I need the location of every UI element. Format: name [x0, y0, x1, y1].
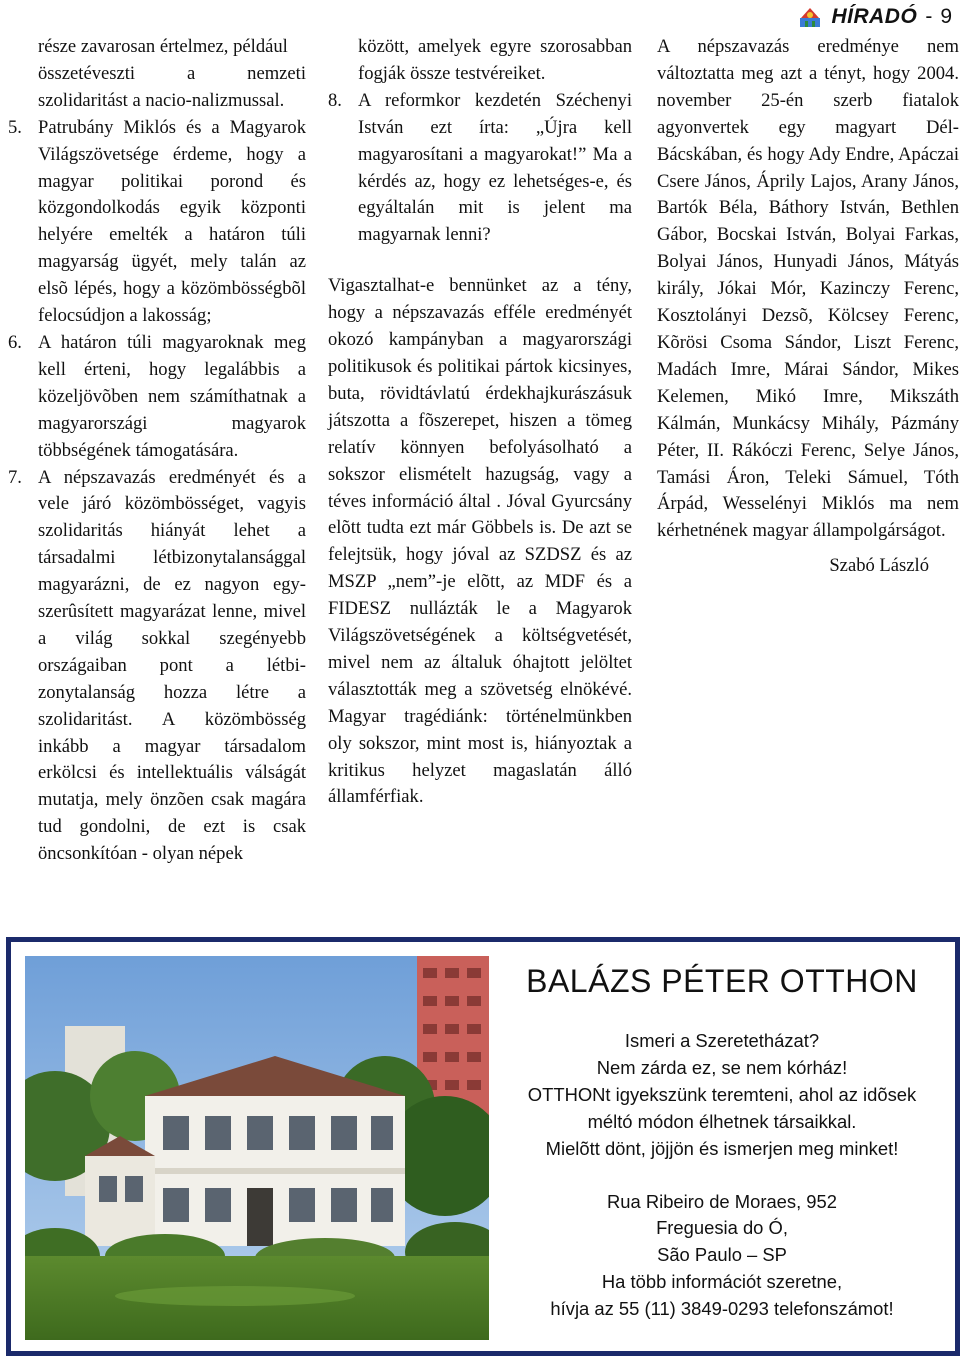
- newspaper-logo-icon: [797, 6, 823, 28]
- continued-text: [328, 34, 632, 88]
- text-line: összetéveszti a nemzeti: [38, 62, 306, 84]
- list-text: A határon túli magyaroknak meg kell érteni, hogy legalábbis a közeljövõben nem számíthatnak a magyarországi magyarok többségének támogatására.: [38, 331, 306, 461]
- list-number: 7.: [8, 466, 22, 488]
- author-signature: Szabó László: [829, 555, 929, 577]
- continued-text: [8, 34, 306, 115]
- list-text: A reformkor kezdetén Széchenyi István ezt írta: „Újra kell magyarosítani a magyarokat!” Ma a kérdés az, hogy ez lehetséges-e, és egyáltalán mit is jelent ma magyarnak lenni?: [358, 89, 632, 246]
- ad-message: [489, 1028, 955, 1163]
- list-number: 8.: [328, 89, 342, 111]
- ad-line: Mielõtt dönt, jöjjön és ismerjen meg minket!: [545, 1137, 899, 1159]
- ad-line: Ismeri a Szeretetházat?: [624, 1030, 820, 1051]
- advertisement-box: [6, 937, 960, 1356]
- address-line: Freguesia do Ó,: [656, 1217, 788, 1239]
- list-item-5: [8, 115, 306, 330]
- list-number: 6.: [8, 331, 22, 353]
- page-header: [797, 4, 952, 30]
- publication-title: HÍRADÓ: [831, 5, 918, 28]
- ad-line: Nem zárda ez, se nem kórház!: [596, 1056, 848, 1078]
- header-separator: -: [925, 5, 933, 28]
- article-column-3: [657, 34, 959, 580]
- list-item-7: [8, 465, 306, 869]
- list-text: A népszavazás eredményét és a vele járó közömbösséget, vagyis szolidaritás hiányát lehet a társadalmi létbizonytalansággal magyarázni, de ez nagyon egy-szerûsített magyarázat lenne, mivel a világ sokkal szegényebb országaiban pont a létbi-zonytalanság hozza létre a szolidaritást. A közömbösség inkább a magyar társadalom erkölcsi és intellektuális válságát mutatja, mely önzõen csak magára tud gondolni, de ezt is csak öncsonkítóan - olyan népek: [38, 466, 306, 865]
- phone-line: hívja az 55 (11) 3849-0293 telefonszámot!: [550, 1298, 894, 1320]
- ad-title: BALÁZS PÉTER OTTHON: [526, 963, 918, 999]
- list-text: Patrubány Miklós és a Magyarok Világszövetsége érdeme, hogy a magyar politikai porond és közgondolkodás egyik központi helyére emelték a határon túli magyarság ügyét, mely talán az elsõ lépés, hogy a közömbösségbõl felocsúdjon a lakosság;: [38, 116, 306, 327]
- list-item-6: [8, 330, 306, 465]
- address-line: São Paulo – SP: [657, 1244, 787, 1266]
- ad-line: méltó módon élhetnek társaikkal.: [587, 1110, 857, 1132]
- article-column-2: [328, 34, 632, 811]
- advertisement-text: [489, 956, 955, 1323]
- address-line: Ha több információt szeretne,: [601, 1271, 843, 1293]
- text-line: szolidaritást a nacio-nalizmussal.: [38, 89, 285, 111]
- ad-line: OTTHONt igyekszünk teremteni, ahol az idõsek: [527, 1083, 917, 1105]
- building-photo-illustration: [25, 956, 489, 1340]
- body-paragraph: Vigasztalhat-e bennünket az a tény, hogy a népszavazás efféle eredményét okozó kampányban a magyarországi politikusok és politikai pártok kicsinyes, buta, rövidtávlatú érdekhajkurászásuk játszotta a fõszerepet, hiszen a tömeg relatív könnyen befolyásolható a sokszor elismételt hazugság, vagy a téves információ által . Jóval Gyurcsány elõtt tudta ezt már Göbbels is. De azt se felejtsük, hogy jóval az SZDSZ és az MSZP „nem”-je elõtt, az MDF és a FIDESZ nullázták le a Magyarok Világszövetségének a költségvetését, mivel nem az általuk óhajtott jelöltet választották meg a szövetség elnökévé. Magyar tragédiánk: történelmünkben oly sokszor, mint most is, hiányoztak a kritikus helyzet magaslatán álló államférfiak.: [328, 275, 632, 808]
- paragraph-gap: [328, 249, 632, 273]
- building-photo: [25, 956, 489, 1340]
- list-number: 5.: [8, 116, 22, 138]
- continued-paragraph: között, amelyek egyre szorosabban fogják össze testvéreiket.: [358, 36, 632, 84]
- list-item-8: [328, 88, 632, 249]
- address-line: Rua Ribeiro de Moraes, 952: [606, 1190, 837, 1212]
- article-column-1: [8, 34, 306, 868]
- text-line: része zavarosan értelmez, például: [38, 36, 288, 57]
- ad-address: [489, 1189, 955, 1324]
- body-paragraph: A népszavazás eredménye nem változtatta meg azt a tényt, hogy 2004. november 25-én szerb fiatalok agyonvertek egy magyart Dél-Bácskában, és hogy Ady Endre, Apáczai Csere János, Áprily Lajos, Arany János, Bartók Béla, Báthory István, Bethlen Gábor, Bocskai István, Bolyai Farkas, Bolyai János, Hunyadi János, Mátyás király, Jókai Mór, Kazinczy Ferenc, Kosztolányi Dezsõ, Kölcsey Ferenc, Kõrösi Csoma Sándor, Liszt Ferenc, Madách Imre, Márai Sándor, Mikes Kelemen, Mikó Imre, Mikszáth Kálmán, Munkácsy Mihály, Pázmány Péter, II. Rákóczi Ferenc, Selye János, Tamási Áron, Teleki Sámuel, Tóth Árpád, Wesselényi Miklós ma nem kérhetnének magyar állampolgárságot.: [657, 36, 959, 542]
- page-number: 9: [940, 5, 952, 28]
